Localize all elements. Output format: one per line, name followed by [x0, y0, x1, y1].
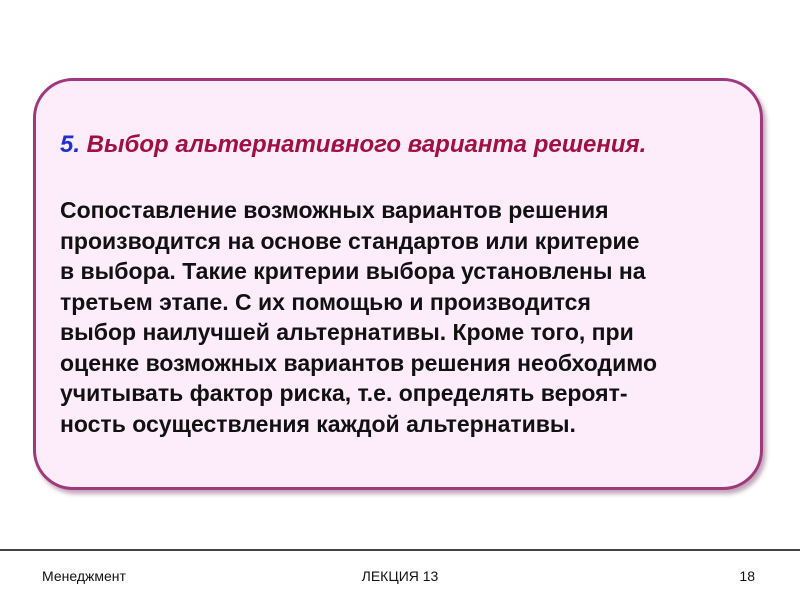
body-text — [60, 195, 760, 439]
body-line: учитывать фактор риска, т.е. определять вероят- — [60, 380, 628, 406]
body-line: производится на основе стандартов или критерие — [60, 227, 640, 254]
body-line: оценке возможных вариантов решения необходимо — [60, 349, 658, 376]
body-line: ность осуществления каждой альтернативы. — [60, 410, 576, 437]
body-line: Сопоставление возможных вариантов решения — [60, 197, 609, 223]
body-line: третьем этапе. С их помощью и производится — [60, 288, 591, 315]
heading-number: 5. — [60, 131, 81, 158]
footer-lecture-label: ЛЕКЦИЯ 13 — [361, 568, 439, 584]
body-line: выбор наилучшей альтернативы. Кроме того, при — [60, 319, 634, 345]
body-line: в выбора. Такие критерии выбора установлены на — [60, 258, 646, 284]
slide-heading — [60, 130, 750, 160]
footer-course-title: Менеджмент — [42, 568, 126, 584]
heading-text: Выбор альтернативного варианта решения. — [80, 131, 647, 158]
footer-page-number: 18 — [739, 568, 755, 584]
footer-divider — [0, 549, 800, 551]
